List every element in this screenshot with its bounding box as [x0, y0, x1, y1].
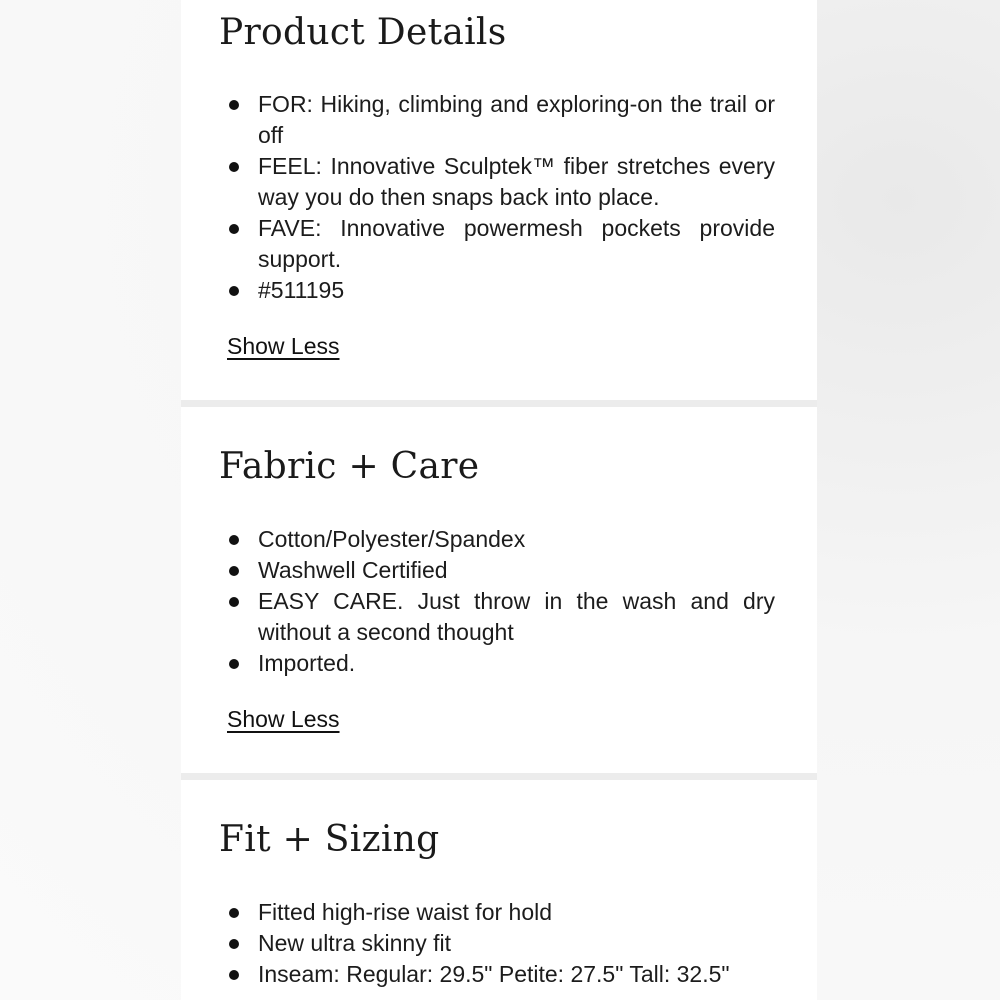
list-item: New ultra skinny fit — [219, 928, 775, 959]
list-item: EASY CARE. Just throw in the wash and dry without a second thought — [219, 586, 775, 648]
fit-sizing-list — [219, 897, 775, 990]
bullet-icon — [229, 566, 239, 576]
list-item: Washwell Certified — [219, 555, 775, 586]
product-info-panel — [181, 0, 817, 1000]
show-less-product-details-button[interactable]: Show Less — [227, 333, 340, 359]
list-item: Fitted high-rise waist for hold — [219, 897, 775, 928]
product-details-list — [219, 89, 775, 306]
list-item: Cotton/Polyester/Spandex — [219, 524, 775, 555]
bullet-icon — [229, 597, 239, 607]
bullet-icon — [229, 100, 239, 110]
list-item: Imported. — [219, 648, 775, 679]
section-title-fabric-care: Fabric + Care — [219, 446, 480, 487]
list-item: FEEL: Innovative Sculptek™ fiber stretches every way you do then snaps back into place. — [219, 151, 775, 213]
bullet-icon — [229, 970, 239, 980]
fabric-care-list — [219, 524, 775, 679]
bullet-icon — [229, 908, 239, 918]
bullet-icon — [229, 659, 239, 669]
bullet-icon — [229, 286, 239, 296]
show-less-fabric-care-button[interactable]: Show Less — [227, 706, 340, 732]
list-item: FAVE: Innovative powermesh pockets provide support. — [219, 213, 775, 275]
list-item: Inseam: Regular: 29.5" Petite: 27.5" Tall: 32.5" — [219, 959, 775, 990]
list-item: #511195 — [219, 275, 775, 306]
section-divider — [181, 773, 817, 780]
bullet-icon — [229, 535, 239, 545]
section-title-product-details: Product Details — [219, 12, 507, 53]
bullet-icon — [229, 939, 239, 949]
bullet-icon — [229, 224, 239, 234]
list-item: FOR: Hiking, climbing and exploring-on the trail or off — [219, 89, 775, 151]
section-divider — [181, 400, 817, 407]
section-title-fit-sizing: Fit + Sizing — [219, 819, 440, 860]
bullet-icon — [229, 162, 239, 172]
